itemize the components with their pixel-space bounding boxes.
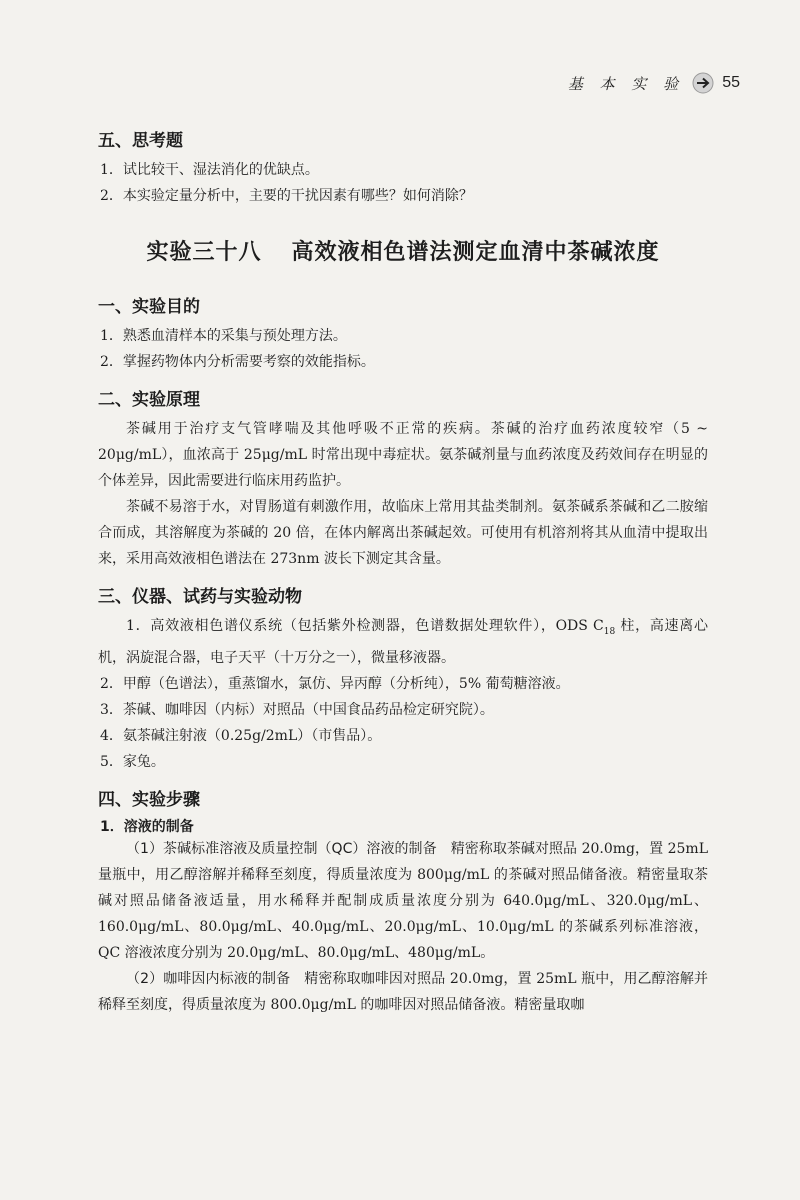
materials-item-text: 柱，高速离心机，涡旋混合器，电子天平（十万分之一），微量移液器。 (98, 618, 708, 666)
section-heading-principle: 二、实验原理 (98, 390, 200, 410)
step-subheading: 1．溶液的制备 (100, 818, 194, 835)
running-header (568, 72, 740, 94)
purpose-item: 2．掌握药物体内分析需要考察的效能指标。 (100, 354, 375, 370)
materials-item-text: 1．高效液相色谱仪系统（包括紫外检测器，色谱数据处理软件），ODS C (126, 618, 604, 634)
page-number: 55 (722, 74, 740, 91)
materials-item: 2．甲醇（色谱法），重蒸馏水，氯仿、异丙醇（分析纯），5% 葡萄糖溶液。 (100, 675, 570, 692)
question-item: 1．试比较干、湿法消化的优缺点。 (100, 162, 319, 178)
materials-item (98, 613, 708, 671)
materials-item: 4．氨茶碱注射液（0.25g/2mL）（市售品）。 (100, 727, 382, 744)
materials-item: 3．茶碱、咖啡因（内标）对照品（中国食品药品检定研究院）。 (100, 701, 494, 718)
section-heading-steps: 四、实验步骤 (98, 789, 200, 810)
section-heading-questions: 五、思考题 (98, 131, 183, 151)
step-paragraph (98, 836, 708, 966)
purpose-item: 1．熟悉血清样本的采集与预处理方法。 (100, 328, 347, 344)
step-label: （2）咖啡因内标液的制备 (126, 970, 291, 987)
principle-paragraph: 茶碱不易溶于水，对胃肠道有刺激作用，故临床上常用其盐类制剂。氨茶碱系茶碱和乙二胺缩合而成，其溶解度为茶碱的 20 倍，在体内解离出茶碱起效。可使用有机溶剂将其从血清中提取出来，采用高效液相色谱法在 273nm 波长下测定其含量。 (98, 499, 708, 567)
arrow-right-icon (692, 72, 714, 94)
step-text: 精密称取咖啡因对照品 20.0mg，置 25mL 瓶中，用乙醇溶解并稀释至刻度，得质量浓度为 800.0μg/mL 的咖啡因对照品储备液。精密量取咖 (98, 970, 708, 1013)
experiment-number: 实验三十八 (146, 240, 262, 265)
experiment-name: 高效液相色谱法测定血清中茶碱浓度 (291, 240, 660, 265)
header-section-label: 基 本 实 验 (567, 74, 685, 93)
principle-paragraph: 茶碱用于治疗支气管哮喘及其他呼吸不正常的疾病。茶碱的治疗血药浓度较窄（5 ~ 20μg/mL），血浓高于 25μg/mL 时常出现中毒症状。氨茶碱剂量与血药浓度及药效间存在明显的个体差异，因此需要进行临床用药监护。 (98, 421, 708, 489)
step-label: （1）茶碱标准溶液及质量控制（QC）溶液的制备 (126, 840, 437, 857)
page-body (98, 126, 708, 1018)
question-item: 2．本实验定量分析中，主要的干扰因素有哪些？如何消除？ (100, 188, 473, 204)
section-heading-purpose: 一、实验目的 (98, 297, 200, 317)
experiment-title (98, 235, 708, 266)
step-paragraph (98, 966, 708, 1018)
step-text: 精密称取茶碱对照品 20.0mg，置 25mL 量瓶中，用乙醇溶解并稀释至刻度，得质量浓度为 800μg/mL 的茶碱对照品储备液。精密量取茶碱对照品储备液适量，用水稀释并配制成质量浓度分别为 640.0μg/mL、320.0μg/mL、160.0μg/mL、80.0μg/mL、40.0μg/mL、20.0μg/mL、10.0μg/mL 的茶碱系列标准溶液，QC 溶液浓度分别为 20.0μg/mL、80.0μg/mL、480μg/mL。 (98, 840, 708, 961)
materials-item: 5．家兔。 (100, 753, 165, 770)
column-subscript: 18 (603, 626, 616, 637)
section-heading-materials: 三、仪器、试药与实验动物 (98, 587, 302, 607)
